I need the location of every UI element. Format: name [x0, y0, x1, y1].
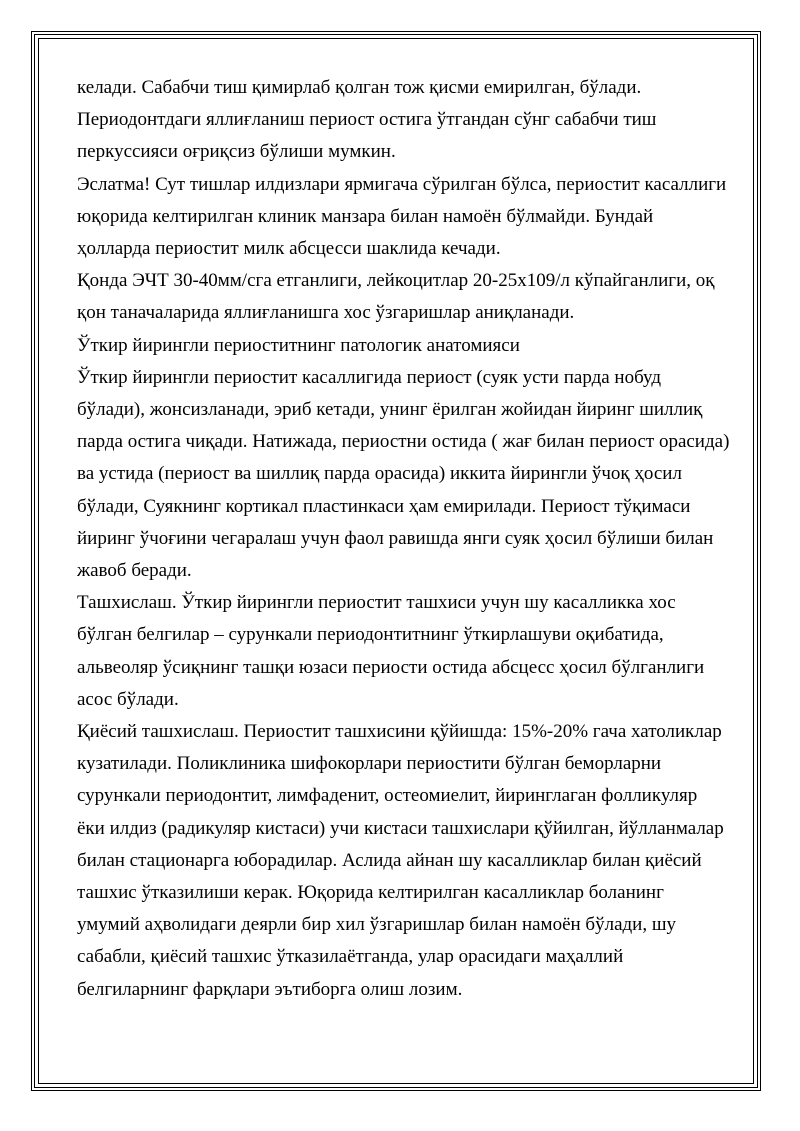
text-line: Ўткир йирингли периостит касаллигида периост (суяк усти парда нобуд: [77, 366, 662, 388]
section-heading: Ўткир йирингли периоститнинг патологик анатомияси: [77, 334, 520, 356]
text-line: Ташхислаш. Ўткир йирингли периостит ташхиси учун шу касалликка хос: [77, 592, 676, 614]
text-line: бўлади, Суякнинг кортикал пластинкаси ҳам емирилади. Периост тўқимаси: [77, 495, 691, 517]
text-line: альвеоляр ўсиқнинг ташқи юзаси периости остида абсцесс ҳосил бўлганлиги: [77, 656, 705, 678]
text-line: ва устида (периост ва шиллиқ парда орасида) иккита йирингли ўчоқ ҳосил: [77, 463, 682, 485]
text-line: асос бўлади.: [77, 688, 179, 710]
text-line: сабабли, қиёсий ташхис ўтказилаётганда, улар орасидаги маҳаллий: [77, 946, 624, 968]
text-line: ёки илдиз (радикуляр кистаси) учи кистаси ташхислари қўйилган, йўлланмалар: [77, 817, 724, 839]
text-line: сурункали периодонтит, лимфаденит, остеомиелит, йиринглаган фолликуляр: [77, 785, 698, 807]
text-line: Эслатма! Сут тишлар илдизлари ярмигача сўрилган бўлса, периостит касаллиги: [77, 173, 727, 195]
text-line: келади. Сабабчи тиш қимирлаб қолган тож қисми емирилган, бўлади.: [77, 77, 642, 98]
text-line: ташхис ўтказилиши керак. Юқорида келтирилган касалликлар боланинг: [77, 882, 664, 904]
text-line: билан стационарга юборадилар. Аслида айнан шу касалликлар билан қиёсий: [77, 849, 702, 871]
text-line: умумий аҳволидаги деярли бир хил ўзгаришлар билан намоён бўлади, шу: [77, 914, 676, 936]
text-line: Қиёсий ташхислаш. Периостит ташхисини қўйишда: 15%-20% гача хатоликлар: [77, 721, 722, 743]
text-line: бўлади), жонсизланади, эриб кетади, унинг ёрилган жойидан йиринг шиллиқ: [77, 399, 703, 421]
text-line: ҳолларда периостит милк абсцесси шаклида кечади.: [77, 238, 501, 260]
text-line: парда остига чиқади. Натижада, периостни остида ( жағ билан периост орасида): [77, 431, 730, 453]
document-body: [77, 72, 730, 1006]
text-line: йиринг ўчоғини чегаралаш учун фаол равишда янги суяк ҳосил бўлиши билан: [77, 527, 714, 549]
text-line: жавоб беради.: [77, 560, 192, 582]
text-line: юқорида келтирилган клиник манзара билан намоён бўлмайди. Бундай: [77, 205, 654, 227]
text-line: бўлган белгилар – сурункали периодонтитнинг ўткирлашуви оқибатида,: [77, 624, 664, 646]
text-line: Периодонтдаги яллиғланиш периост остига ўтгандан сўнг сабабчи тиш: [77, 109, 657, 131]
text-line: Қонда ЭЧТ 30-40мм/сга етганлиги, лейкоцитлар 20-25х109/л кўпайганлиги, оқ: [77, 270, 715, 292]
text-line: перкуссияси оғриқсиз бўлиши мумкин.: [77, 141, 396, 163]
text-line: белгиларнинг фарқлари эътиборга олиш лозим.: [77, 978, 463, 1000]
text-line: қон таначаларида яллиғланишга хос ўзгаришлар аниқланади.: [77, 302, 575, 324]
text-line: кузатилади. Поликлиника шифокорлари периостити бўлган беморларни: [77, 753, 662, 775]
